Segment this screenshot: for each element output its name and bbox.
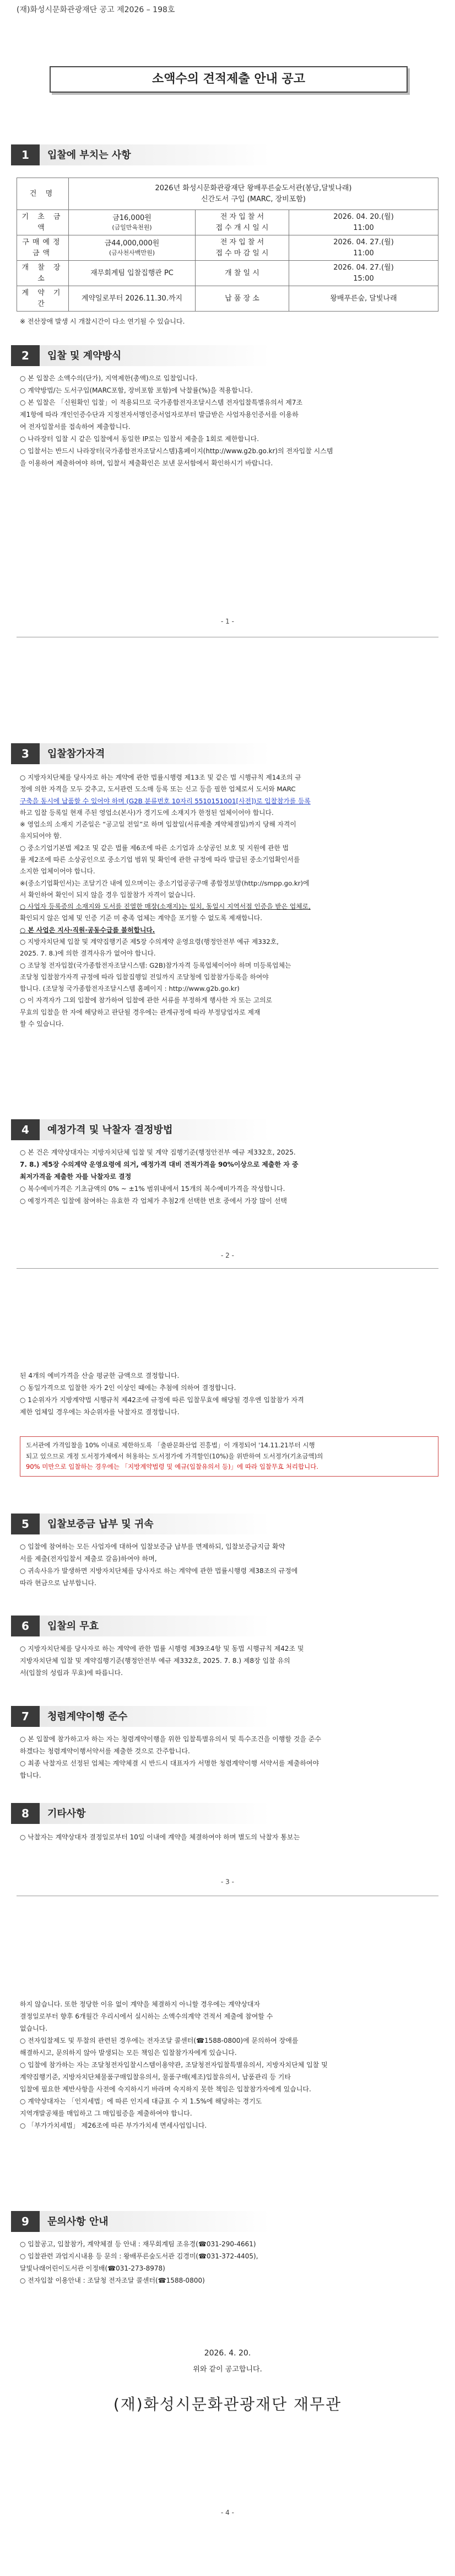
sec4-line: 7. 8.) 제5장 수의계약 운영요령에 의거, 예정가격 대비 견적가격을 90%이상으로 제출한 자 중 bbox=[20, 1161, 299, 1168]
close-time: 11:00 bbox=[353, 249, 374, 257]
sec8-line: ○ 「부가가치세법」 제26조에 따른 부가가치세 면세사업입니다. bbox=[20, 2122, 207, 2129]
sec4-line: 된 4개의 예비가격을 산술 평균한 금액으로 결정합니다. bbox=[20, 1372, 180, 1380]
mid-label-line: 전 자 입 찰 서 bbox=[220, 238, 264, 246]
section-5-header bbox=[11, 1514, 270, 1534]
section-number: 2 bbox=[11, 345, 40, 366]
sec6-body bbox=[20, 1643, 438, 1679]
section-number: 5 bbox=[11, 1514, 40, 1534]
sec2-line: ○ 본 입찰은 「신원확인 입찰」이 적용되므로 국가종합전자조달시스템 전자입찰특별유의서 제7조 bbox=[20, 399, 303, 406]
section-title: 입찰의 무효 bbox=[47, 1620, 99, 1632]
sec4-line: ○ 동일가격으로 입찰한 자가 2인 이상인 때에는 추첨에 의하여 결정합니다. bbox=[20, 1384, 236, 1392]
row-mid-label: 납 품 장 소 bbox=[196, 286, 289, 312]
opening-date: 2026. 04. 27.(월) bbox=[333, 264, 394, 272]
sec3-line: ○ 지방자치단체 입찰 및 계약집행기준 제5장 수의계약 운영요령(행정안전부 예규 제332호, bbox=[20, 937, 279, 946]
sec8-line: ○ 낙찰자는 계약상대자 결정일로부터 10일 이내에 계약을 체결하여야 하며 별도의 낙찰자 통보는 bbox=[20, 1833, 300, 1841]
sec8-line: ○ 전자입찰제도 및 투찰의 관련된 경우에는 전자조달 콜센터(☎1588-0800)에 문의하여 장애를 bbox=[20, 2037, 299, 2044]
sec4-line: 최저가격을 제출한 자를 낙찰자로 결정 bbox=[20, 1173, 132, 1180]
sec3-line: ○ 중소기업기본법 제2조 및 같은 법률 제6조에 따른 소기업과 소상공인 보호 및 지원에 관한 법 bbox=[20, 844, 289, 852]
section-title: 예정가격 및 낙찰자 결정방법 bbox=[47, 1124, 173, 1136]
sec2-line: ○ 계약방법/는 도서구입(MARC포함, 장비포함 포함)에 낙찰률(%)을 적용합니다. bbox=[20, 387, 253, 394]
contact-line: ○ 입찰관련 과업지시내용 등 문의 : 왕배푸른숲도서관 김경미(☎031-372-4405), bbox=[20, 2252, 258, 2260]
sec2-line: ○ 본 입찰은 소액수의(단가), 지역제한(총액)으로 입찰입니다. bbox=[20, 374, 198, 382]
row-value bbox=[69, 210, 196, 235]
row-mid-label: 개 찰 일 시 bbox=[196, 261, 289, 286]
title-line-2: 신간도서 구입 (MARC, 장비포함) bbox=[201, 195, 306, 203]
section-1-header bbox=[11, 144, 270, 165]
bid-spec-table bbox=[17, 178, 438, 312]
section-6-header bbox=[11, 1616, 270, 1636]
closing-note: 위와 같이 공고합니다. bbox=[193, 2365, 262, 2374]
section-title: 입찰참가자격 bbox=[47, 748, 105, 760]
sec4-line: ○ 예정가격은 입찰에 참여하는 유효한 각 업체가 추첨2개 선택한 번호 중에서 가장 많이 선택 bbox=[20, 1197, 288, 1205]
row-label: 개 찰 장 소 bbox=[17, 261, 69, 286]
sec2-body bbox=[20, 373, 438, 470]
sec6-line: ○ 지방자치단체를 당사자로 하는 계약에 관한 법률 시행령 제39조4항 및 동법 시행규칙 제42조 및 bbox=[20, 1645, 304, 1652]
sec2-line: ○ 입찰서는 반드시 나라장터(국가종합전자조달시스템)홈페이지(http://www.g2b.go.kr)의 전자입찰 시스템 bbox=[20, 447, 333, 455]
title-line-1: 2026년 화성시문화관광재단 왕배푸른숲도서관(봉담,달빛나래) bbox=[155, 184, 352, 192]
sec4-body-b bbox=[20, 1370, 438, 1419]
sec4-body-a bbox=[20, 1147, 438, 1208]
sec3-line: 정에 의한 자격을 모두 갖추고, 도서관련 도소매 등록 또는 신고 등을 필한 업체로서 도서와 MARC bbox=[20, 785, 296, 793]
section-number: 4 bbox=[11, 1119, 40, 1140]
sec7-line: 합니다. bbox=[20, 1772, 41, 1779]
close-date: 2026. 04. 27.(월) bbox=[333, 238, 394, 246]
sec8-line: ○ 입찰에 참가하는 자는 조달청전자입찰시스템이용약관, 조달청전자입찰특별유의서, 지방자치단체 입찰 및 bbox=[20, 2061, 328, 2069]
sec3-line: 무효의 입찰을 한 자에 해당하고 판단될 경우에는 관계규정에 따라 부정당업자로 제재 bbox=[20, 1008, 261, 1016]
sec4-line: ○ 본 건은 계약상대자는 지방자치단체 입찰 및 계약 집행기준(행정안전부 예규 제332호, 2025. bbox=[20, 1149, 296, 1156]
section-number: 3 bbox=[11, 743, 40, 764]
sec3-line: 하고 입찰 등록일 현재 주된 영업소(본사)가 경기도에 소재지가 한정된 업체이어야 합니다. bbox=[20, 808, 274, 817]
sec3-line: 서 확인하여 확인이 되지 않을 경우 입찰참가 자격이 없습니다. bbox=[20, 890, 196, 899]
sec5-line: 따라 현금으로 납부합니다. bbox=[20, 1579, 96, 1587]
sec8-line: 지역개발공채를 매입하고 그 매입필증을 제출하여야 합니다. bbox=[20, 2110, 192, 2117]
price-notice-box bbox=[20, 1436, 438, 1477]
sec7-line: ○ 본 입찰에 참가하고자 하는 자는 청렴계약이행을 위한 입찰특별유의서 및 특수조건을 이행할 것을 준수 bbox=[20, 1735, 321, 1743]
section-9-header bbox=[11, 2211, 270, 2232]
section-title: 기타사항 bbox=[47, 1807, 86, 1820]
sec3-line: ○ 사업자 등록증의 소재지와 도서를 진열한 매장(소재지)는 일치, 동일시 지역서점 인증을 받은 업체로, bbox=[20, 903, 311, 911]
sec5-line: 서를 제출(전자입찰서 제출로 갈음)하여야 하며, bbox=[20, 1555, 157, 1563]
row-label: 건 명 bbox=[17, 178, 69, 210]
box-line: 90% 미만으로 입찰하는 경우에는 「지방계약법령 및 예규(입찰유의서 등)」에 따라 입찰무효 처리합니다. bbox=[26, 1463, 318, 1471]
page-title: 소액수의 견적제출 안내 공고 bbox=[50, 66, 408, 93]
sec8-line: 입찰에 필요한 제반사항을 사전에 숙지하시기 바라며 숙지하지 못한 책임은 입찰참가자에게 있습니다. bbox=[20, 2085, 311, 2093]
section-title: 입찰 및 계약방식 bbox=[47, 350, 122, 362]
page-number: - 3 - bbox=[221, 1878, 234, 1886]
sec3-line: 구축을 동시에 납품할 수 있어야 하며 (G2B 분류번호 10자리 5510151001[사전])로 입찰참가를 등록 bbox=[20, 797, 311, 805]
sec7-line: ○ 최종 낙찰자로 선정된 업체는 계약체결 시 반드시 대표자가 서명한 청렴계약이행 서약서를 제출하여야 bbox=[20, 1759, 319, 1767]
sec3-line: 소지한 업체이어야 합니다. bbox=[20, 867, 95, 876]
section-title: 문의사항 안내 bbox=[47, 2215, 109, 2228]
sec3-line: ※(중소기업확인서)는 조달기간 내에 있으며이는 중소기업공공구매 종합정보망(http://smpp.go.kr)에 bbox=[20, 879, 310, 887]
section-title: 입찰에 부치는 사항 bbox=[47, 149, 131, 161]
sec5-body bbox=[20, 1541, 438, 1590]
section-number: 8 bbox=[11, 1803, 40, 1824]
sec5-line: ○ 입찰에 참여하는 모든 사업자에 대하여 입찰보증금 납부를 면제하되, 입찰보증금지급 확약 bbox=[20, 1543, 285, 1550]
box-line: 도서관에 가격입찰을 10% 이내로 제한하도록 「출판문화산업 진흥법」이 개정되어 '14.11.21부터 시행 bbox=[26, 1441, 315, 1449]
sec4-line: ○ 복수예비가격은 기초금액의 0% ~ ±1% 범위내에서 15개의 복수예비가격을 작성합니다. bbox=[20, 1185, 285, 1193]
sec2-line: 을 이용하여 제출하여야 하며, 입찰서 제출확인은 보낸 문서함에서 확인하시기 바랍니다. bbox=[20, 459, 273, 467]
sec6-line: 지방자치단체 입찰 및 계약집행기준(행정안전부 예규 제332호, 2025. 7. 8.) 제8장 입찰 유의 bbox=[20, 1657, 290, 1665]
spec-note: ※ 전산장애 발생 시 개찰시간이 다소 연기될 수 있습니다. bbox=[20, 318, 185, 325]
page-divider bbox=[17, 1268, 438, 1269]
sec3-line: ○ 조달청 전자입찰(국가종합전자조달시스템: G2B)참가자격 등록업체이어야 하며 미등록업체는 bbox=[20, 961, 291, 969]
section-4-header bbox=[11, 1119, 270, 1140]
open-date: 2026. 04. 20.(월) bbox=[333, 213, 394, 221]
row-label: 구매예정금액 bbox=[17, 235, 69, 261]
section-title: 입찰보증금 납부 및 귀속 bbox=[47, 1518, 154, 1530]
planned-amount: 금44,000,000원 bbox=[104, 239, 160, 248]
section-number: 9 bbox=[11, 2211, 40, 2232]
sec3-line: 률 제2조에 따른 소상공인으로 중소기업 범위 및 확인에 관한 규정에 따라 발급된 중소기업확인서를 bbox=[20, 855, 300, 863]
sec3-line: ※ 영업소의 소재지 기준일은 “공고일 전일”로 하며 입찰일(서류제출 계약체결일)까지 당해 자격이 bbox=[20, 820, 296, 829]
section-8-header bbox=[11, 1803, 270, 1824]
section-2-header bbox=[11, 345, 270, 366]
base-amount-words: (금일만육천원) bbox=[112, 224, 152, 231]
base-amount: 금16,000원 bbox=[112, 213, 151, 222]
sec3-line: 2025. 7. 8.)에 의한 결격사유가 없어야 합니다. bbox=[20, 949, 156, 958]
sec4-line: ○ 1순위자가 지방계약법 시행규칙 제42조에 규정에 따른 입찰무효에 해당될 경우엔 입찰참가 자격 bbox=[20, 1396, 304, 1404]
sec3-line: ○ 이 자격자가 그외 입찰에 참가하여 입찰에 관한 서류를 부정하게 행사한 자 또는 고의로 bbox=[20, 996, 272, 1005]
closing-date: 2026. 4. 20. bbox=[204, 2349, 251, 2358]
mid-label-line: 접 수 개 시 일 시 bbox=[215, 223, 269, 232]
mid-label-line: 접 수 마 감 일 시 bbox=[215, 249, 269, 257]
sec3-line: ○ 본 사업은 지사·직원·공동수급를 불허합니다. bbox=[20, 926, 155, 934]
sec2-line: ○ 나라장터 입찰 시 같은 입찰에서 동일한 IP로는 입찰서 제출을 1회로 제한합니다. bbox=[20, 435, 259, 443]
row-right-value bbox=[289, 261, 438, 286]
row-label: 기 초 금 액 bbox=[17, 210, 69, 235]
sec8-line: 없습니다. bbox=[20, 2025, 48, 2032]
row-right-value bbox=[289, 235, 438, 261]
notice-number: (재)화성시문화관광재단 공고 제2026 – 198호 bbox=[17, 6, 175, 14]
sec8-line: ○ 계약상대자는 「인지세법」에 따른 인지세 대금표 수 지 1.5%에 해당하는 경기도 bbox=[20, 2097, 262, 2105]
sec3-body bbox=[20, 772, 438, 1030]
contact-line: 달빛나래어린이도서관 이정배(☎031-273-8978) bbox=[20, 2264, 165, 2272]
sec3-line: ○ 지방자치단체를 당사자로 하는 계약에 관한 법률시행령 제13조 및 같은 법 시행규칙 제14조의 규 bbox=[20, 774, 301, 781]
section-number: 7 bbox=[11, 1706, 40, 1727]
page-number: - 4 - bbox=[221, 2509, 234, 2516]
section-3-header bbox=[11, 743, 270, 764]
planned-amount-words: (금사천사백만원) bbox=[109, 249, 155, 256]
issuer-name: (재)화성시문화관광재단 재무관 bbox=[113, 2395, 342, 2413]
sec9-body bbox=[20, 2239, 438, 2287]
row-value: 계약일로부터 2026.11.30.까지 bbox=[69, 286, 196, 312]
sec8-line: 해결하시고, 문의하지 않아 발생되는 모든 책임은 입찰참가자에게 있습니다. bbox=[20, 2049, 237, 2057]
section-number: 6 bbox=[11, 1616, 40, 1636]
sec8-line: 계약집행기준, 지방자치단체물품구매입찰유의서, 물품구매(제조)입찰유의서, 납품관리 등 기타 bbox=[20, 2073, 291, 2081]
row-mid-label bbox=[196, 210, 289, 235]
page-number: - 1 - bbox=[221, 618, 234, 625]
sec3-line: 조달청 입찰참가자격 규정에 따라 입찰집행일 전일까지 조달청에 입찰참가등록을 하여야 bbox=[20, 973, 269, 981]
sec2-line: 여 전자입찰서를 접속하여 제출합니다. bbox=[20, 423, 131, 431]
sec8-body-b bbox=[20, 1999, 438, 2132]
sec3-line: 확인되지 않은 업체 및 인증 기준 미 충족 업체는 계약을 포기할 수 없도록 제재합니다. bbox=[20, 914, 262, 922]
row-label: 계 약 기 간 bbox=[17, 286, 69, 312]
sec6-line: 서(입찰의 성립과 무효)에 따릅니다. bbox=[20, 1669, 123, 1677]
row-mid-label bbox=[196, 235, 289, 261]
sec8-line: 하지 않습니다. 또한 정당한 이유 없이 계약을 체결하지 아니할 경우에는 계약상대자 bbox=[20, 2000, 261, 2008]
sec2-line: 제1항에 따라 개인인증수단과 지정전자서명인증서업자로부터 발급받은 사업자용인증서를 이용하 bbox=[20, 411, 299, 418]
sec5-line: ○ 귀속사유가 발생하면 지방자치단체를 당사자로 하는 계약에 관한 법률시행령 제38조의 규정에 bbox=[20, 1567, 298, 1575]
row-value: 재무회계팀 입찰집행관 PC bbox=[69, 261, 196, 286]
sec3-line: 합니다. (조달청 국가종합전자조달시스템 홈페이지 : http://www.g2b.go.kr) bbox=[20, 985, 240, 993]
box-line: 되고 있으므로 개정 도서정가제에서 허용하는 도서정가에 가격할인(10%)을 위반하여 도서정가(기초금액)의 bbox=[26, 1452, 323, 1460]
sec7-line: 하겠다는 청렴계약이행서약서를 제출한 것으로 간주합니다. bbox=[20, 1747, 190, 1755]
open-time: 11:00 bbox=[353, 223, 374, 232]
sec3-line: 할 수 있습니다. bbox=[20, 1019, 64, 1028]
row-value bbox=[69, 178, 438, 210]
opening-time: 15:00 bbox=[353, 274, 374, 283]
row-value bbox=[69, 235, 196, 261]
contact-line: ○ 전자입찰 이용안내 : 조달청 전자조달 콜센터(☎1588-0800) bbox=[20, 2277, 205, 2284]
sec7-body bbox=[20, 1734, 438, 1782]
mid-label-line: 전 자 입 찰 서 bbox=[220, 213, 264, 221]
row-right-value bbox=[289, 210, 438, 235]
row-right-value: 왕배푸른숲, 달빛나래 bbox=[289, 286, 438, 312]
section-title: 청렴계약이행 준수 bbox=[47, 1710, 128, 1722]
sec8-body-a bbox=[20, 1832, 438, 1844]
sec4-line: 제한 업체일 경우에는 차순위자를 낙찰자로 결정합니다. bbox=[20, 1408, 180, 1416]
page-number: - 2 - bbox=[221, 1252, 234, 1259]
section-7-header bbox=[11, 1706, 270, 1727]
sec8-line: 결정일로부터 향후 6개월간 우리시에서 실시하는 소액수의계약 견적서 제출에 참여할 수 bbox=[20, 2012, 273, 2020]
sec3-line: 유지되어야 함. bbox=[20, 832, 62, 840]
section-number: 1 bbox=[11, 144, 40, 165]
contact-line: ○ 입찰공고, 입찰참가, 계약체결 등 안내 : 재무회계팀 조유경(☎031-290-4661) bbox=[20, 2240, 256, 2248]
